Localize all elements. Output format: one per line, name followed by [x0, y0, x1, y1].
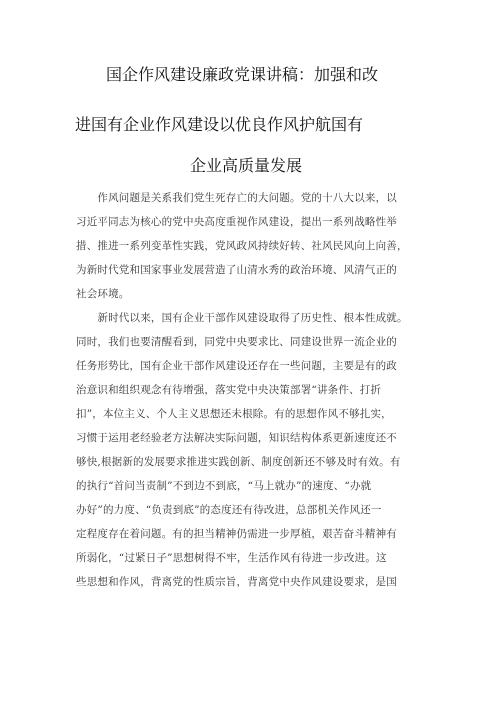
body-line: 治意识和组织观念有待增强，落实党中央决策部署“讲条件、打折 [76, 384, 382, 396]
body-line: 习惯于运用老经验老方法解决实际问题，知识结构体系更新速度还不 [76, 432, 397, 444]
body-line: 新时代以来，国有企业干部作风建设取得了历史性、根本性成就。 [76, 312, 408, 324]
body-line: 措、推进一系列变革性实践，党风政风持续好转、社风民风向上向善， [76, 240, 408, 252]
body-line: 办好”的力度、“负责到底”的态度还有待改进，总部机关作风还一 [76, 504, 382, 516]
body-line: 任务形势比，国有企业干部作风建设还存在一些问题，主要是有的政 [76, 360, 397, 372]
document-title-line-1: 国企作风建设廉政党课讲稿：加强和改 [106, 65, 379, 84]
body-line: 的执行“首问当责制”不到边不到底，“马上就办”的速度、“办就 [76, 480, 372, 492]
body-line: 定程度存在着问题。有的担当精神仍需进一步厚植，艰苦奋斗精神有 [76, 528, 397, 540]
body-line: 同时，我们也要清醒看到，同党中央要求比、同建设世界一流企业的 [76, 336, 397, 348]
body-line: 社会环境。 [76, 288, 130, 300]
body-line: 够快,根据新的发展要求推进实践创新、制度创新还不够及时有效。有 [76, 456, 401, 468]
body-line: 习近平同志为核心的党中央高度重视作风建设，提出一系列战略性举 [76, 216, 397, 228]
document-title-line-3: 企业高质量发展 [190, 156, 303, 175]
body-line: 些思想和作风，背离党的性质宗旨，背离党中央作风建设要求，是国 [76, 576, 397, 588]
body-line: 作风问题是关系我们党生死存亡的大问题。党的十八大以来，以 [76, 192, 397, 204]
document-title-line-2: 进国有企业作风建设以优良作风护航国有 [75, 115, 364, 134]
body-line: 所弱化，“过紧日子”思想树得不牢，生活作风有待进一步改进。这 [76, 552, 387, 564]
body-line: 扣”，本位主义、个人主义思想还未根除。有的思想作风不够扎实， [76, 408, 392, 420]
body-line: 为新时代党和国家事业发展营造了山清水秀的政治环境、风清气正的 [76, 264, 397, 276]
